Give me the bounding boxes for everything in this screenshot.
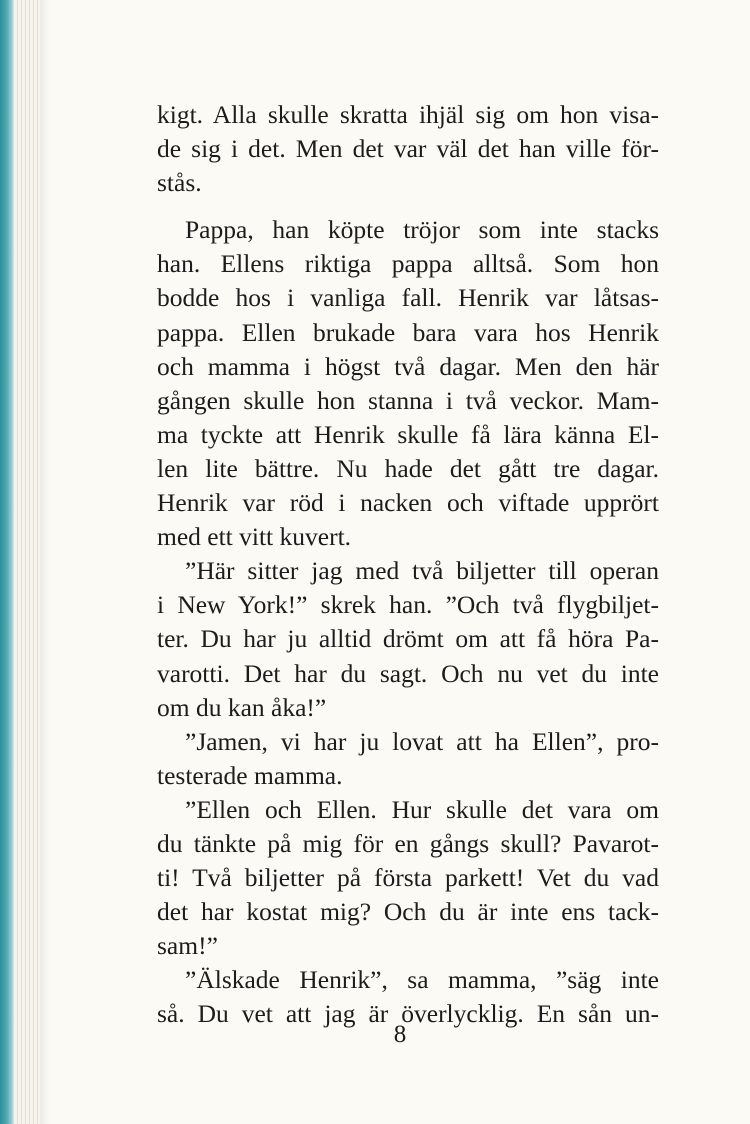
- text-line: han. Ellens riktiga pappa alltså. Som hon: [157, 249, 659, 279]
- text-line: ”Ellen och Ellen. Hur skulle det vara om: [185, 794, 659, 824]
- text-line: len lite bättre. Nu hade det gått tre dagar.: [157, 453, 659, 483]
- text-line: så. Du vet att jag är överlycklig. En sån un-: [157, 999, 659, 1029]
- text-line: med ett vitt kuvert.: [157, 522, 352, 552]
- text-line: bodde hos i vanliga fall. Henrik var låtsas-: [157, 283, 659, 313]
- page-edges: [14, 0, 40, 1124]
- text-line: stås.: [157, 168, 202, 198]
- text-line: och mamma i högst två dagar. Men den här: [157, 351, 659, 381]
- text-line: kigt. Alla skulle skratta ihjäl sig om hon visa-: [157, 100, 659, 129]
- page-number: 8: [393, 1021, 407, 1048]
- text-line: testerade mamma.: [157, 760, 343, 790]
- text-line: de sig i det. Men det var väl det han ville för-: [157, 134, 659, 164]
- gutter-shadow: [40, 0, 50, 1124]
- page-body: [157, 98, 659, 1032]
- text-line: ”Här sitter jag med två biljetter till operan: [185, 556, 659, 586]
- text-line: ti! Två biljetter på första parkett! Vet du vad: [157, 863, 659, 893]
- text-line: pappa. Ellen brukade bara vara hos Henrik: [157, 317, 659, 347]
- text-line: ”Jamen, vi har ju lovat att ha Ellen”, pro-: [185, 726, 659, 756]
- text-line: Henrik var röd i nacken och viftade upprört: [157, 488, 659, 518]
- text-line: du tänkte på mig för en gångs skull? Pavarot-: [157, 828, 659, 858]
- text-line: Pappa, han köpte tröjor som inte stacks: [185, 215, 659, 245]
- text-line: gången skulle hon stanna i två veckor. Mam-: [157, 385, 659, 415]
- text-line: det har kostat mig? Och du är inte ens tack-: [157, 897, 659, 927]
- text-line: i New York!” skrek han. ”Och två flygbiljet-: [157, 590, 659, 620]
- book-spine: [0, 0, 14, 1124]
- text-line: ter. Du har ju alltid drömt om att få höra Pa-: [157, 624, 659, 654]
- text-line: ma tyckte att Henrik skulle få lära känna El-: [157, 419, 659, 449]
- text-line: ”Älskade Henrik”, sa mamma, ”säg inte: [185, 965, 659, 995]
- text-line: sam!”: [157, 931, 218, 961]
- text-line: varotti. Det har du sagt. Och nu vet du inte: [157, 658, 659, 688]
- text-line: om du kan åka!”: [157, 692, 327, 722]
